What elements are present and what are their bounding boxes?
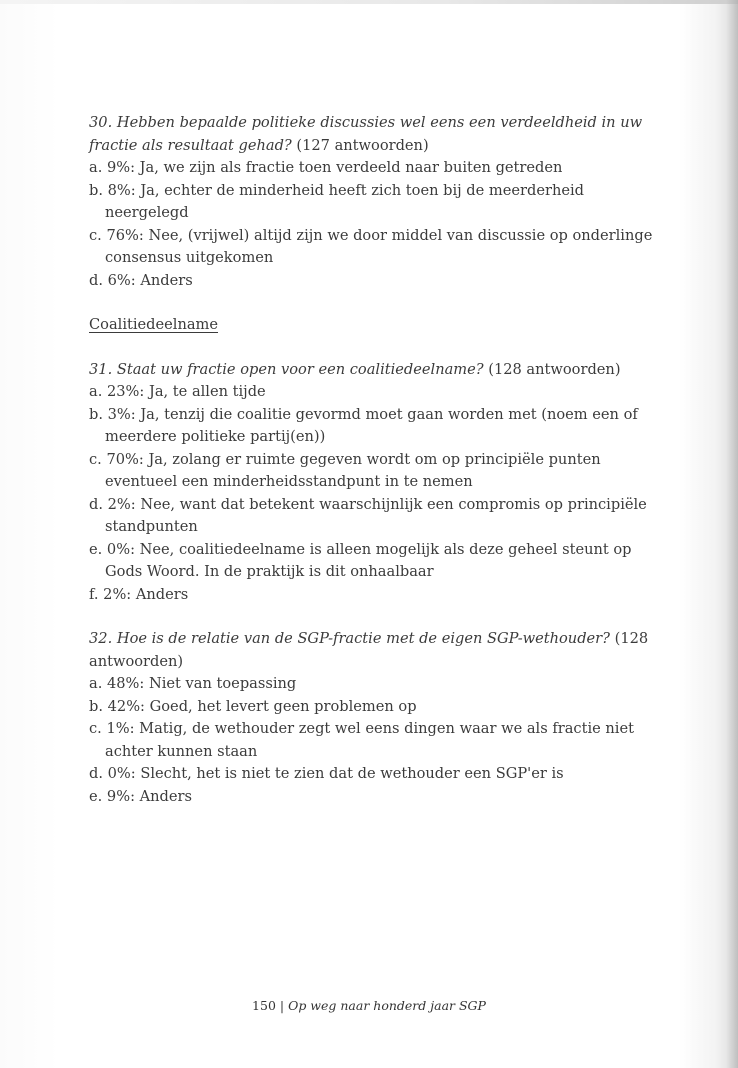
- answer-option: f. 2%: Anders: [89, 585, 189, 603]
- question-32: [89, 628, 664, 673]
- spacer: [89, 337, 664, 359]
- answer-option: e. 0%: Nee, coalitiedeelname is alleen mogelijk als deze geheel steunt op Gods Woord. In de praktijk is dit onhaalbaar: [89, 540, 632, 580]
- answer-option: a. 23%: Ja, te allen tijde: [89, 383, 266, 400]
- question-32-count: (128 antwoorden): [89, 630, 649, 670]
- answer-option: d. 2%: Nee, want dat betekent waarschijnlijk een compromis op principiële standpunten: [89, 495, 647, 535]
- footer-separator: |: [275, 998, 289, 1013]
- answer-option: b. 3%: Ja, tenzij die coalitie gevormd moet gaan worden met (noem een of meerdere politieke partij(en)): [89, 405, 638, 445]
- question-30-count: (127 antwoorden): [291, 136, 429, 154]
- question-31: [89, 359, 664, 382]
- spacer: [89, 292, 664, 314]
- answer-option: a. 48%: Niet van toepassing: [89, 675, 297, 692]
- answer-option: d. 6%: Anders: [89, 271, 193, 289]
- answer-option: c. 1%: Matig, de wethouder zegt wel eens dingen waar we als fractie niet achter kunnen staan: [89, 720, 634, 760]
- answer-option: d. 0%: Slecht, het is niet te zien dat de wethouder een SGP'er is: [89, 765, 564, 782]
- answer-option: b. 42%: Goed, het levert geen problemen op: [89, 697, 417, 715]
- answer-option: c. 76%: Nee, (vrijwel) altijd zijn we door middel van discussie op onderlinge consensus uitgekomen: [89, 226, 653, 266]
- answer-option: a. 9%: Ja, we zijn als fractie toen verdeeld naar buiten getreden: [89, 159, 563, 176]
- question-30-text: 30. Hebben bepaalde politieke discussies wel eens een verdeeldheid in uw fractie als resultaat gehad?: [89, 114, 643, 154]
- page-number: 150: [252, 998, 276, 1013]
- page-binding-shadow: [726, 0, 738, 1068]
- page-content: [89, 112, 664, 808]
- answer-option: c. 70%: Ja, zolang er ruimte gegeven wordt om op principiële punten eventueel een minderheidsstandpunt in te nemen: [89, 450, 601, 490]
- question-30: [89, 112, 664, 157]
- question-31-count: (128 antwoorden): [483, 360, 621, 378]
- answer-option: e. 9%: Anders: [89, 787, 193, 805]
- answer-option: b. 8%: Ja, echter de minderheid heeft zich toen bij de meerderheid neergelegd: [89, 181, 584, 221]
- page-footer: [0, 998, 738, 1013]
- section-heading: Coalitiedeelname: [89, 316, 219, 333]
- page-top-edge: [0, 0, 738, 4]
- question-32-text: 32. Hoe is de relatie van de SGP-fractie met de eigen SGP-wethouder?: [89, 630, 610, 647]
- book-title: Op weg naar honderd jaar SGP: [288, 998, 486, 1013]
- spacer: [89, 606, 664, 628]
- question-31-text: 31. Staat uw fractie open voor een coalitiedeelname?: [89, 360, 484, 378]
